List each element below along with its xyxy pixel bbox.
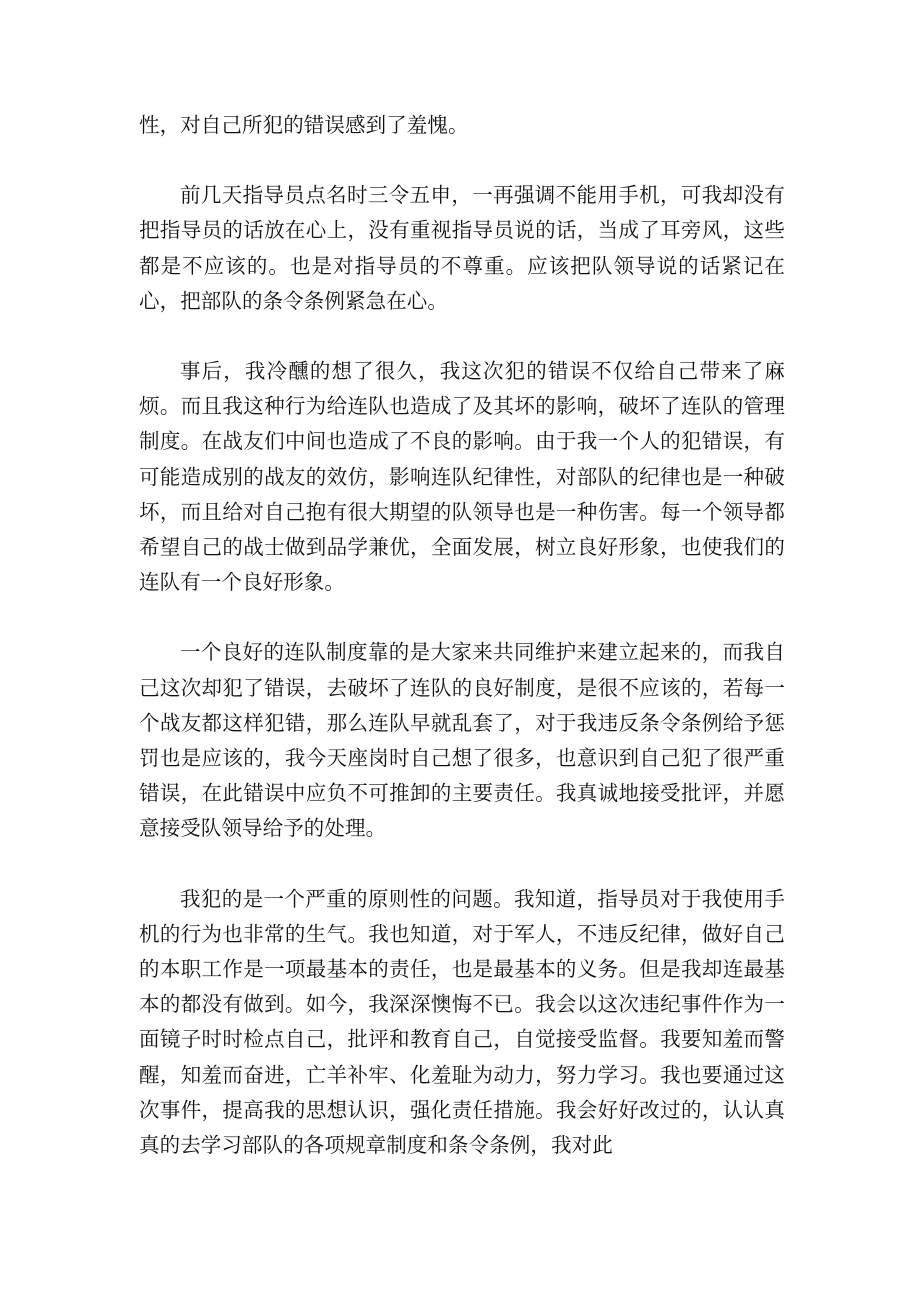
paragraph-phone-warning: 前几天指导员点名时三令五申，一再强调不能用手机，可我却没有把指导员的话放在心上，没有重视指导员说的话，当成了耳旁风，这些都是不应该的。也是对指导员的不尊重。应该把队领导说的话紧记在心，把部队的条令条例紧急在心。 xyxy=(139,183,785,313)
paragraph-company-system: 一个良好的连队制度靠的是大家来共同维护来建立起来的，而我自己这次却犯了错误，去破坏了连队的良好制度，是很不应该的，若每一个战友都这样犯错，那么连队早就乱套了，对于我违反条令条例给予惩罚也是应该的，我今天座岗时自己想了很多，也意识到自己犯了很严重错误，在此错误中应负不可推卸的主要责任。我真诚地接受批评，并愿意接受队领导给予的处理。 xyxy=(139,640,785,841)
paragraph-continued: 性，对自己所犯的错误感到了羞愧。 xyxy=(139,113,469,137)
paragraph-reflection: 事后，我冷醺的想了很久，我这次犯的错误不仅给自己带来了麻烦。而且我这种行为给连队也造成了及其坏的影响，破坏了连队的管理制度。在战友们中间也造成了不良的影响。由于我一个人的犯错误，有可能造成别的战友的效仿，影响连队纪律性，对部队的纪律也是一种破坏，而且给对自己抱有很大期望的队领导也是一种伤害。每一个领导都希望自己的战士做到品学兼优，全面发展，树立良好形象，也使我们的连队有一个良好形象。 xyxy=(139,359,785,595)
paragraph-commitment: 我犯的是一个严重的原则性的问题。我知道，指导员对于我使用手机的行为也非常的生气。我也知道，对于军人，不违反纪律，做好自己的本职工作是一项最基本的责任，也是最基本的义务。但是我却连最基本的都没有做到。如今，我深深懊悔不已。我会以这次违纪事件作为一面镜子时时检点自己，批评和教育自己，自觉接受监督。我要知羞而警醒，知羞而奋进，亡羊补牢、化羞耻为动力，努力学习。我也要通过这次事件，提高我的思想认识，强化责任措施。我会好好改过的，认认真真的去学习部队的各项规章制度和条令条例，我对此 xyxy=(139,886,785,1158)
document-body xyxy=(139,108,785,1198)
